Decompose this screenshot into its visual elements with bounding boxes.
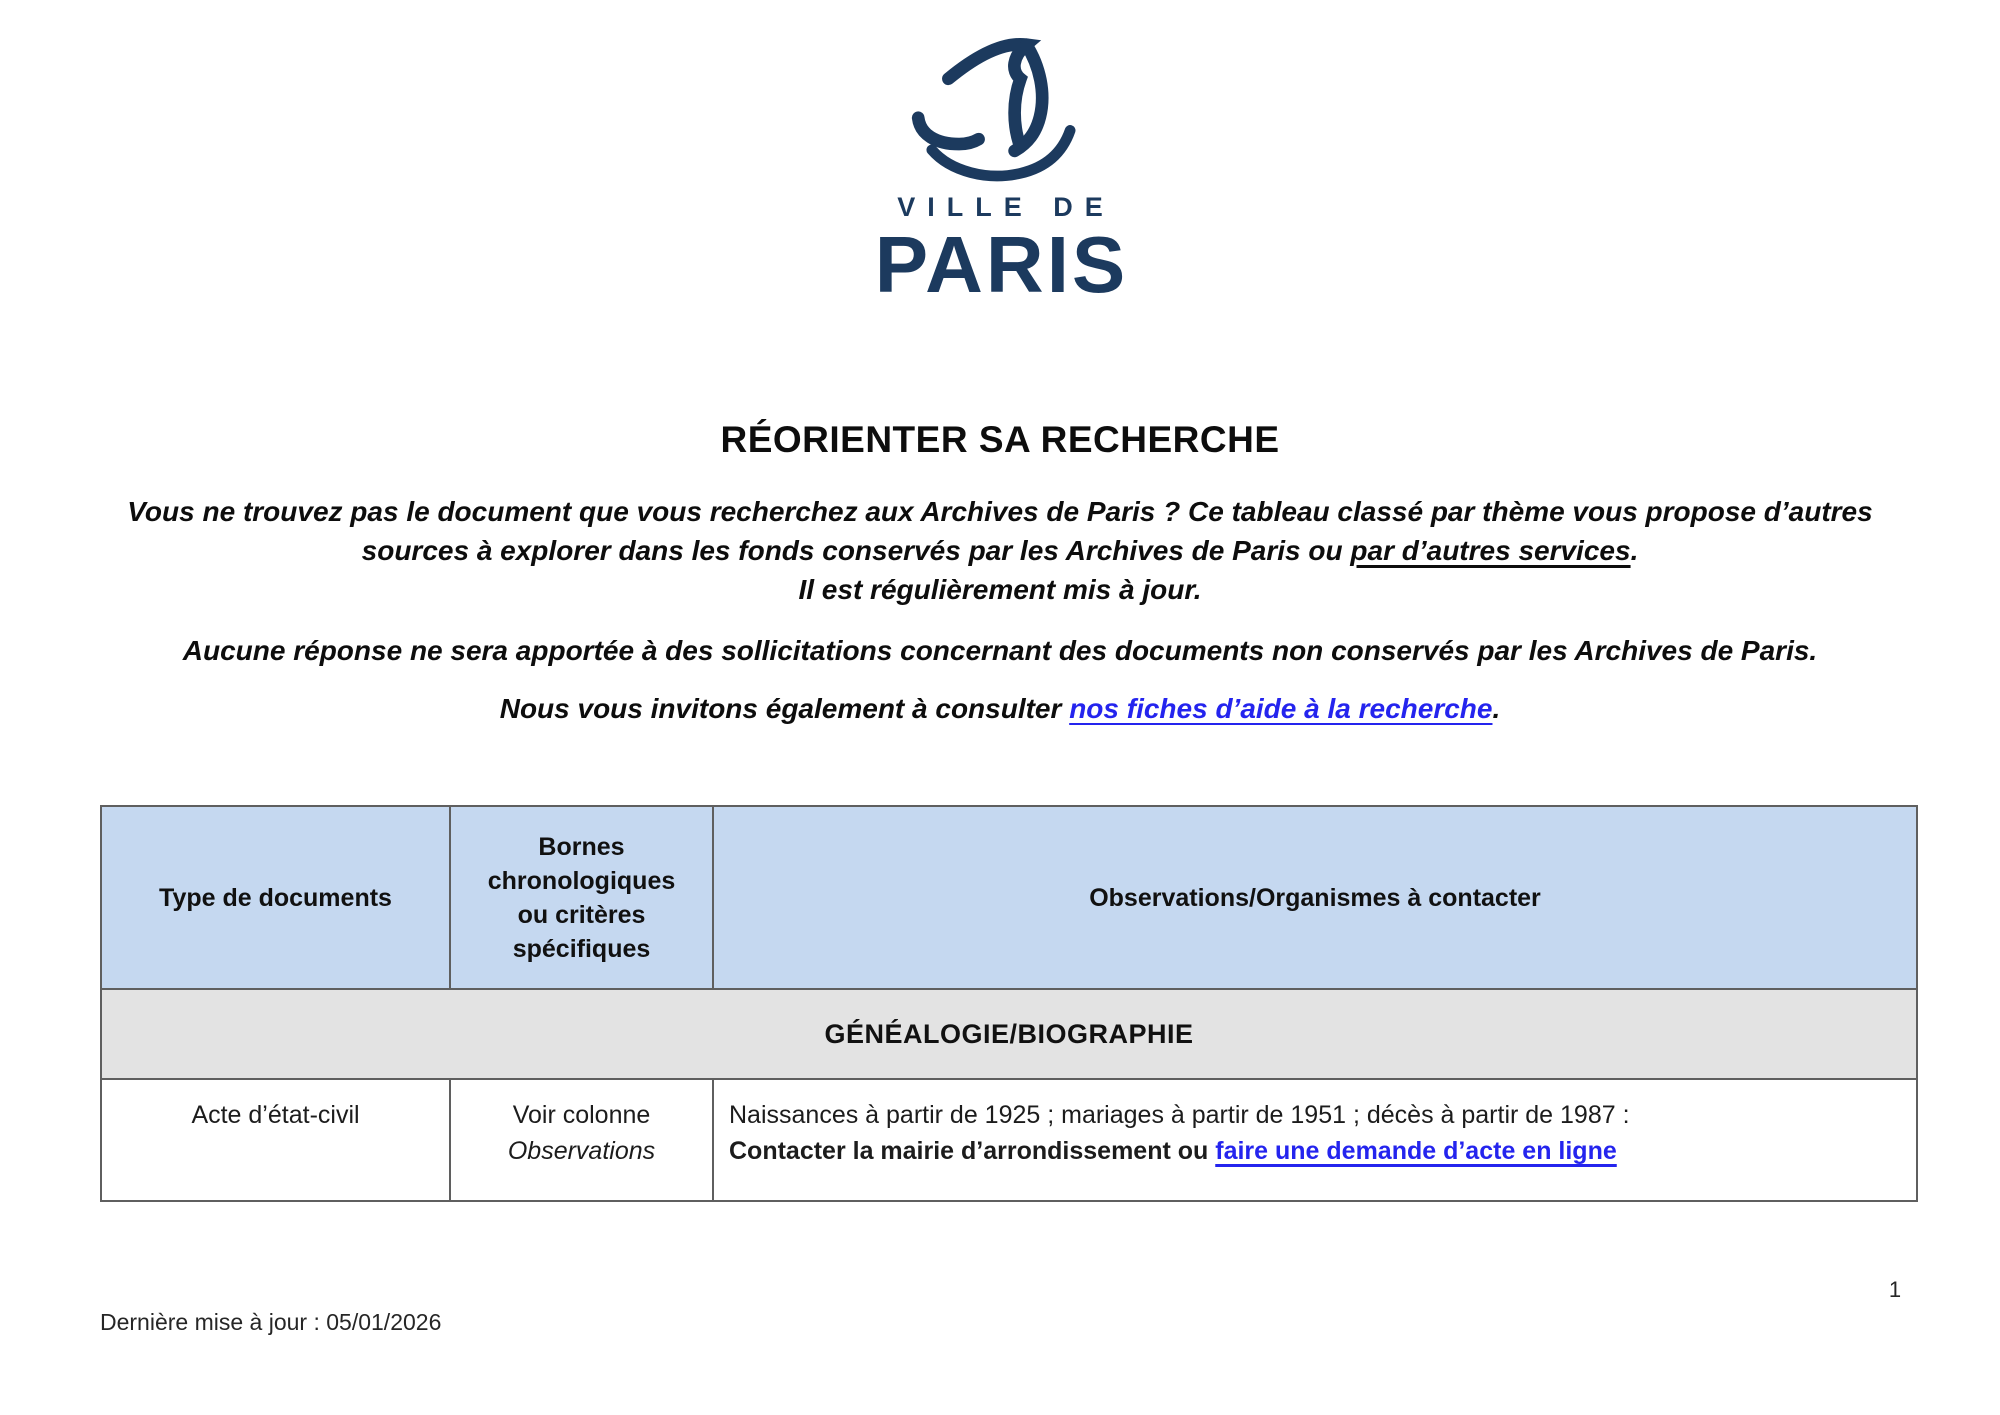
table-header-row	[102, 807, 1916, 988]
column-header-observations: Observations/Organismes à contacter	[1089, 883, 1541, 912]
intro-p1-line2: sources à explorer dans les fonds conservés par les Archives de Paris ou par d’autres services.	[361, 535, 1639, 566]
other-services-link[interactable]: par d’autres services	[1350, 535, 1631, 566]
observations-line1: Naissances à partir de 1925 ; mariages à partir de 1951 ; décès à partir de 1987 :	[729, 1101, 1630, 1129]
logo-text-ville-de: VILLE DE	[897, 192, 1115, 222]
last-update-note: Dernière mise à jour : 05/01/2026	[100, 1309, 442, 1335]
page-number: 1	[1888, 1277, 1902, 1302]
reorientation-table	[100, 805, 1918, 1202]
page-title: RÉORIENTER SA RECHERCHE	[720, 419, 1280, 460]
intro-paragraph-2: Aucune réponse ne sera apportée à des sollicitations concernant des documents non conservés par les Archives de Paris.	[182, 635, 1818, 666]
intro-p1-line3: Il est régulièrement mis à jour.	[798, 574, 1202, 605]
section-header-genealogie-biographie: GÉNÉALOGIE/BIOGRAPHIE	[102, 988, 1916, 1078]
logo-text-paris: PARIS	[874, 220, 1129, 309]
demande-acte-en-ligne-link[interactable]: faire une demande d’acte en ligne	[1215, 1137, 1617, 1165]
research-help-sheets-link[interactable]: nos fiches d’aide à la recherche	[1069, 693, 1493, 724]
intro-paragraph-1	[0, 492, 2000, 609]
ville-de-paris-logo	[0, 34, 2000, 309]
intro-p1-line1: Vous ne trouvez pas le document que vous recherchez aux Archives de Paris ? Ce tableau classé par thème vous propose d’autres	[127, 496, 1873, 527]
sailboat-logo-icon	[902, 34, 1098, 184]
observations-line2: Contacter la mairie d’arrondissement ou faire une demande d’acte en ligne	[729, 1137, 1617, 1165]
table-row-acte-etat-civil	[102, 1078, 1916, 1200]
cell-bornes-chronologiques: Voir colonne Observations	[451, 1080, 714, 1200]
column-header-bornes-chronologiques: Bornes chronologiques ou critères spécifiques	[451, 807, 714, 988]
cell-observations	[714, 1080, 1916, 1200]
column-header-type-de-documents: Type de documents	[102, 807, 451, 988]
cell-type-de-document: Acte d’état-civil	[102, 1080, 451, 1200]
intro-paragraph-3: Nous vous invitons également à consulter nos fiches d’aide à la recherche.	[499, 693, 1501, 724]
